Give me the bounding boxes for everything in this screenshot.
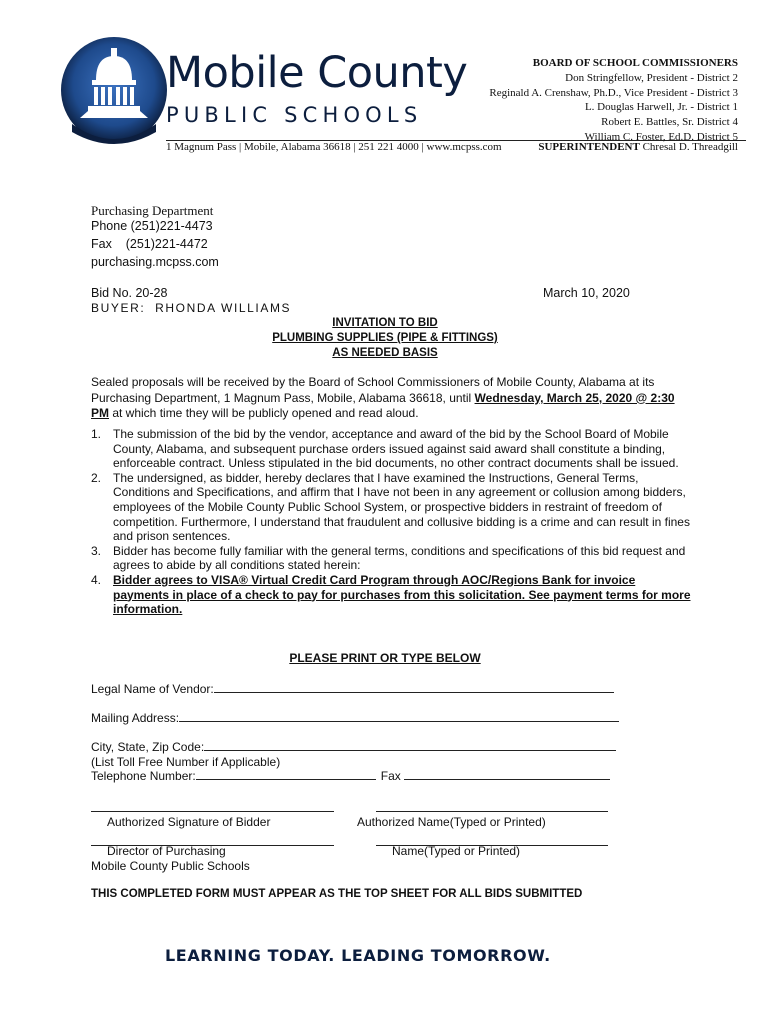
superintendent-line	[538, 141, 738, 153]
board-member: Don Stringfellow, President - District 2	[565, 71, 738, 84]
authorized-name-line[interactable]	[376, 811, 608, 812]
telephone-line[interactable]	[196, 769, 376, 780]
board-member: Robert E. Battles, Sr. District 4	[601, 116, 738, 129]
bid-number: Bid No. 20-28	[91, 286, 168, 300]
phone-number: Phone (251)221-4473	[91, 219, 213, 233]
mcpss-logo-seal-icon	[60, 36, 168, 144]
bid-title: AS NEEDED BASIS	[332, 347, 438, 359]
intro-paragraph	[91, 375, 691, 422]
legal-name-line[interactable]	[214, 682, 614, 693]
form-heading: PLEASE PRINT OR TYPE BELOW	[289, 651, 481, 665]
footer-note: THIS COMPLETED FORM MUST APPEAR AS THE TOP SHEET FOR ALL BIDS SUBMITTED	[91, 888, 583, 900]
intro-text: Sealed proposals will be received by the Board of School Commissioners of Mobile County, Alabama at its Purchasing Department, 1 Magnum Pass, Mobile, Alabama 36618, until	[91, 375, 655, 405]
mailing-address-line[interactable]	[179, 711, 619, 722]
terms-list	[91, 427, 691, 617]
slogan: LEARNING TODAY. LEADING TOMORROW.	[165, 946, 551, 965]
list-item: 3. Bidder has become fully familiar with the general terms, conditions and specifications of this bid request and agrees to abide by all conditions stated herein:	[91, 543, 686, 573]
fax-label: Fax	[380, 769, 401, 783]
list-item: 2. The undersigned, as bidder, hereby declares that I have examined the Instructions, General Terms, Conditions and Specifications, and affirm that I have not been in any agreement or collusion among bidders, employees of the Mobile County Public School System, or prospective bidders in restraint of freedom of competition. Furthermore, I understand that fraudulent and collusive bidding is a crime and can result in fines and prison sentences.	[91, 470, 690, 544]
buyer-name: BUYER: RHONDA WILLIAMS	[91, 301, 292, 315]
authorized-name-label: Authorized Name(Typed or Printed)	[357, 815, 546, 829]
bid-title: PLUMBING SUPPLIES (PIPE & FITTINGS)	[272, 332, 498, 344]
address-line: 1 Magnum Pass | Mobile, Alabama 36618 | 251 221 4000 | www.mcpss.com	[166, 141, 502, 153]
brand-name: Mobile County	[166, 48, 468, 98]
legal-name-field[interactable]: Legal Name of Vendor:	[91, 682, 614, 696]
board-member: L. Douglas Harwell, Jr. - District 1	[584, 101, 738, 114]
board-member: William C. Foster, Ed.D. District 5	[584, 130, 738, 143]
city-state-zip-line[interactable]	[204, 740, 616, 751]
bid-deadline: Wednesday, March 25, 2020 @ 2:30 PM	[91, 390, 675, 421]
director-label: Director of Purchasing	[107, 844, 226, 858]
superintendent-label: SUPERINTENDENT	[538, 141, 640, 153]
board-title: BOARD OF SCHOOL COMMISSIONERS	[532, 57, 738, 69]
telephone-field[interactable]: Telephone Number: Fax	[91, 769, 610, 783]
brand-subtitle: PUBLIC SCHOOLS	[166, 103, 423, 127]
organization-label: Mobile County Public Schools	[91, 859, 250, 873]
name-typed-label: Name(Typed or Printed)	[392, 844, 521, 858]
city-state-zip-field[interactable]: City, State, Zip Code:	[91, 740, 616, 754]
bid-title: INVITATION TO BID	[332, 317, 438, 329]
fax-number: Fax (251)221-4472	[91, 237, 208, 251]
bid-date: March 10, 2020	[543, 286, 630, 300]
board-of-commissioners	[489, 56, 738, 145]
intro-text: at which time they will be publicly opened and read aloud.	[109, 406, 419, 421]
superintendent-name: Chresal D. Threadgill	[642, 141, 738, 153]
list-item: 1. The submission of the bid by the vendor, acceptance and award of the bid by the School Board of Mobile County, Alabama, and subsequent purchase orders issued against said award shall constitute a binding, enforceable contract. Unless stipulated in the bid documents, no other contract documents shall be issued.	[91, 427, 679, 471]
signature-label: Authorized Signature of Bidder	[107, 815, 271, 829]
signature-line[interactable]	[91, 811, 334, 812]
department-name: Purchasing Department	[91, 203, 214, 218]
mailing-address-field[interactable]: Mailing Address:	[91, 711, 619, 725]
toll-free-note: (List Toll Free Number if Applicable)	[91, 755, 281, 769]
fax-line[interactable]	[404, 769, 610, 780]
board-member: Reginald A. Crenshaw, Ph.D., Vice President - District 3	[489, 86, 738, 99]
website-link[interactable]: purchasing.mcpss.com	[91, 255, 219, 269]
list-item: 4. Bidder agrees to VISA® Virtual Credit Card Program through AOC/Regions Bank for invoice payments in place of a check to pay for purchases from this solicitation. See payment terms for more information.	[91, 572, 691, 617]
